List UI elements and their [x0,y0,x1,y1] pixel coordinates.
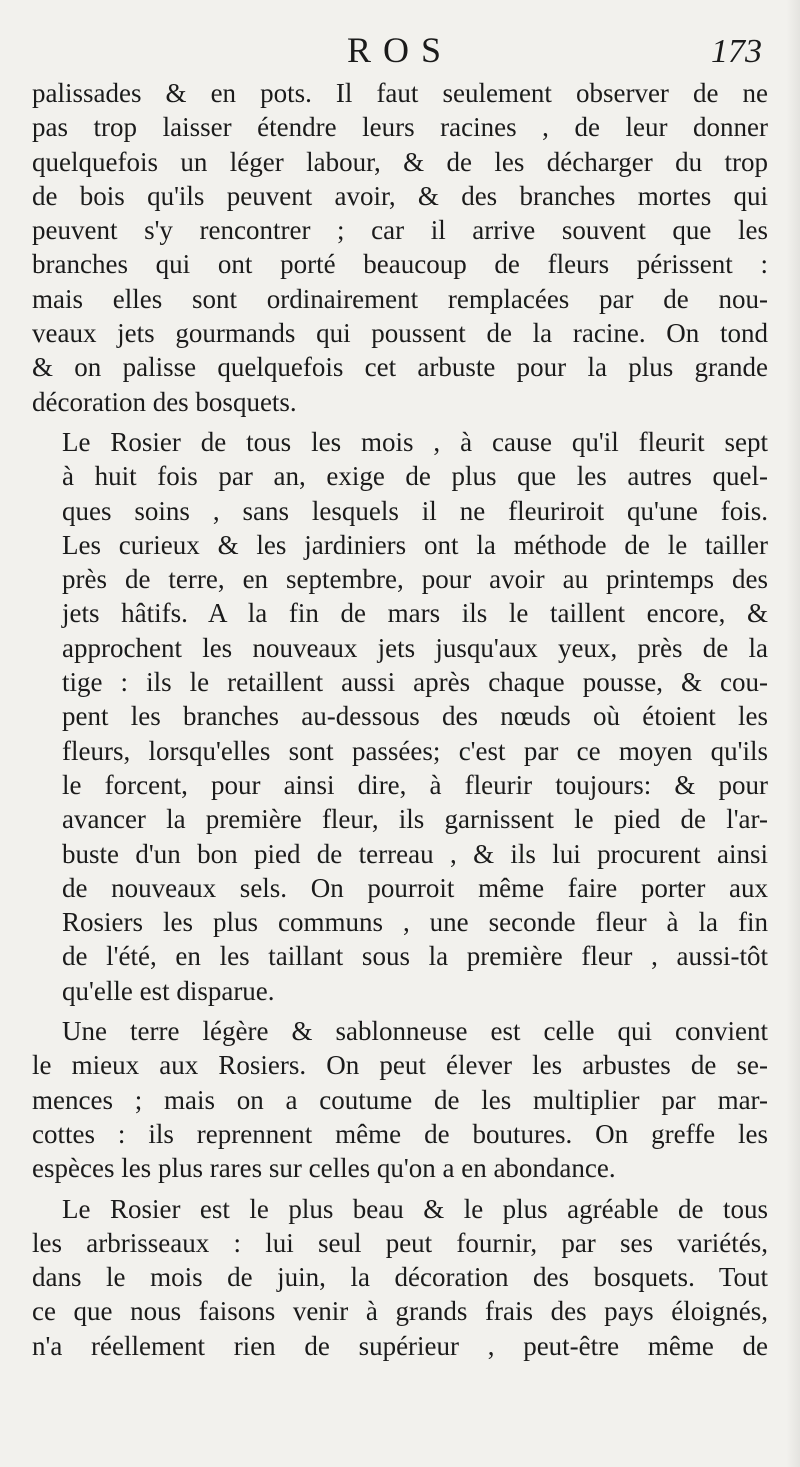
text-line: de l'été, en les taillant sous la première fleur , aussi-tôt [62,941,768,972]
text-line: le mieux aux Rosiers. On peut élever les arbustes de se- [32,1050,768,1081]
text-line: espèces les plus rares sur celles qu'on a en abondance. [32,1153,616,1184]
text-line: près de terre, en septembre, pour avoir au printemps des [62,564,768,595]
text-line: à huit fois par an, exige de plus que les autres quel- [62,461,768,492]
text-line: palissades & en pots. Il faut seulement observer de ne [32,78,768,108]
text-line: branches qui ont porté beaucoup de fleurs périssent : [32,249,768,280]
text-line: mais elles sont ordinairement remplacées par de nou- [32,283,768,314]
text-line: n'a réellement rien de supérieur , peut-être même de [32,1330,768,1361]
text-line: & on palisse quelquefois cet arbuste pour la plus grande [32,352,768,383]
text-line: de bois qu'ils peuvent avoir, & des branches mortes qui [32,180,768,211]
text-line: fleurs, lorsqu'elles sont passées; c'est par ce moyen qu'ils [62,735,768,766]
text-line: les arbrisseaux : lui seul peut fournir, par ses variétés, [32,1227,768,1258]
text-line: pas trop laisser étendre leurs racines , de leur donner [32,112,768,143]
body-text [32,76,768,1363]
text-line: qu'elle est disparue. [62,975,275,1006]
text-line: cottes : ils reprennent même de boutures. On greffe les [32,1118,768,1149]
text-line: buste d'un bon pied de terreau , & ils lui procurent ainsi [62,838,768,869]
text-line: Une terre légère & sablonneuse est celle qui convient [62,1016,768,1047]
paragraph [32,1192,768,1363]
page-edge-shadow [786,0,800,1467]
text-line: peuvent s'y rencontrer ; car il arrive souvent que les [32,215,768,246]
text-line: ques soins , sans lesquels il ne fleuriroit qu'une fois. [62,495,768,526]
text-line: approchent les nouveaux jets jusqu'aux yeux, près de la [62,632,768,663]
text-line: dans le mois de juin, la décoration des bosquets. Tout [32,1262,768,1293]
page-number: 173 [711,33,762,70]
text-line: de nouveaux sels. On pourroit même faire porter aux [62,872,768,903]
paragraph [32,76,768,419]
text-line: mences ; mais on a coutume de les multiplier par mar- [32,1084,768,1115]
paragraph [32,1014,768,1185]
text-line: Le Rosier est le plus beau & le plus agréable de tous [62,1193,768,1224]
paragraph [32,425,768,1008]
text-line: Rosiers les plus communs , une seconde fleur à la fin [62,907,768,938]
text-line: avancer la première fleur, ils garnissent le pied de l'ar- [62,804,768,835]
text-line: jets hâtifs. A la fin de mars ils le taillent encore, & [62,598,768,629]
text-line: tige : ils le retaillent aussi après chaque pousse, & cou- [62,667,768,698]
text-line: Le Rosier de tous les mois , à cause qu'il fleurit sept [62,426,768,457]
page-header [32,28,768,76]
text-line: le forcent, pour ainsi dire, à fleurir toujours: & pour [62,769,768,800]
running-head: ROS [346,30,454,70]
text-line: pent les branches au-dessous des nœuds où étoient les [62,701,768,732]
text-line: décoration des bosquets. [32,386,297,417]
text-line: quelquefois un léger labour, & de les décharger du trop [32,146,768,177]
text-line: ce que nous faisons venir à grands frais des pays éloignés, [32,1296,768,1327]
text-line: Les curieux & les jardiniers ont la méthode de le tailler [62,529,768,560]
text-line: veaux jets gourmands qui poussent de la racine. On tond [32,318,768,349]
